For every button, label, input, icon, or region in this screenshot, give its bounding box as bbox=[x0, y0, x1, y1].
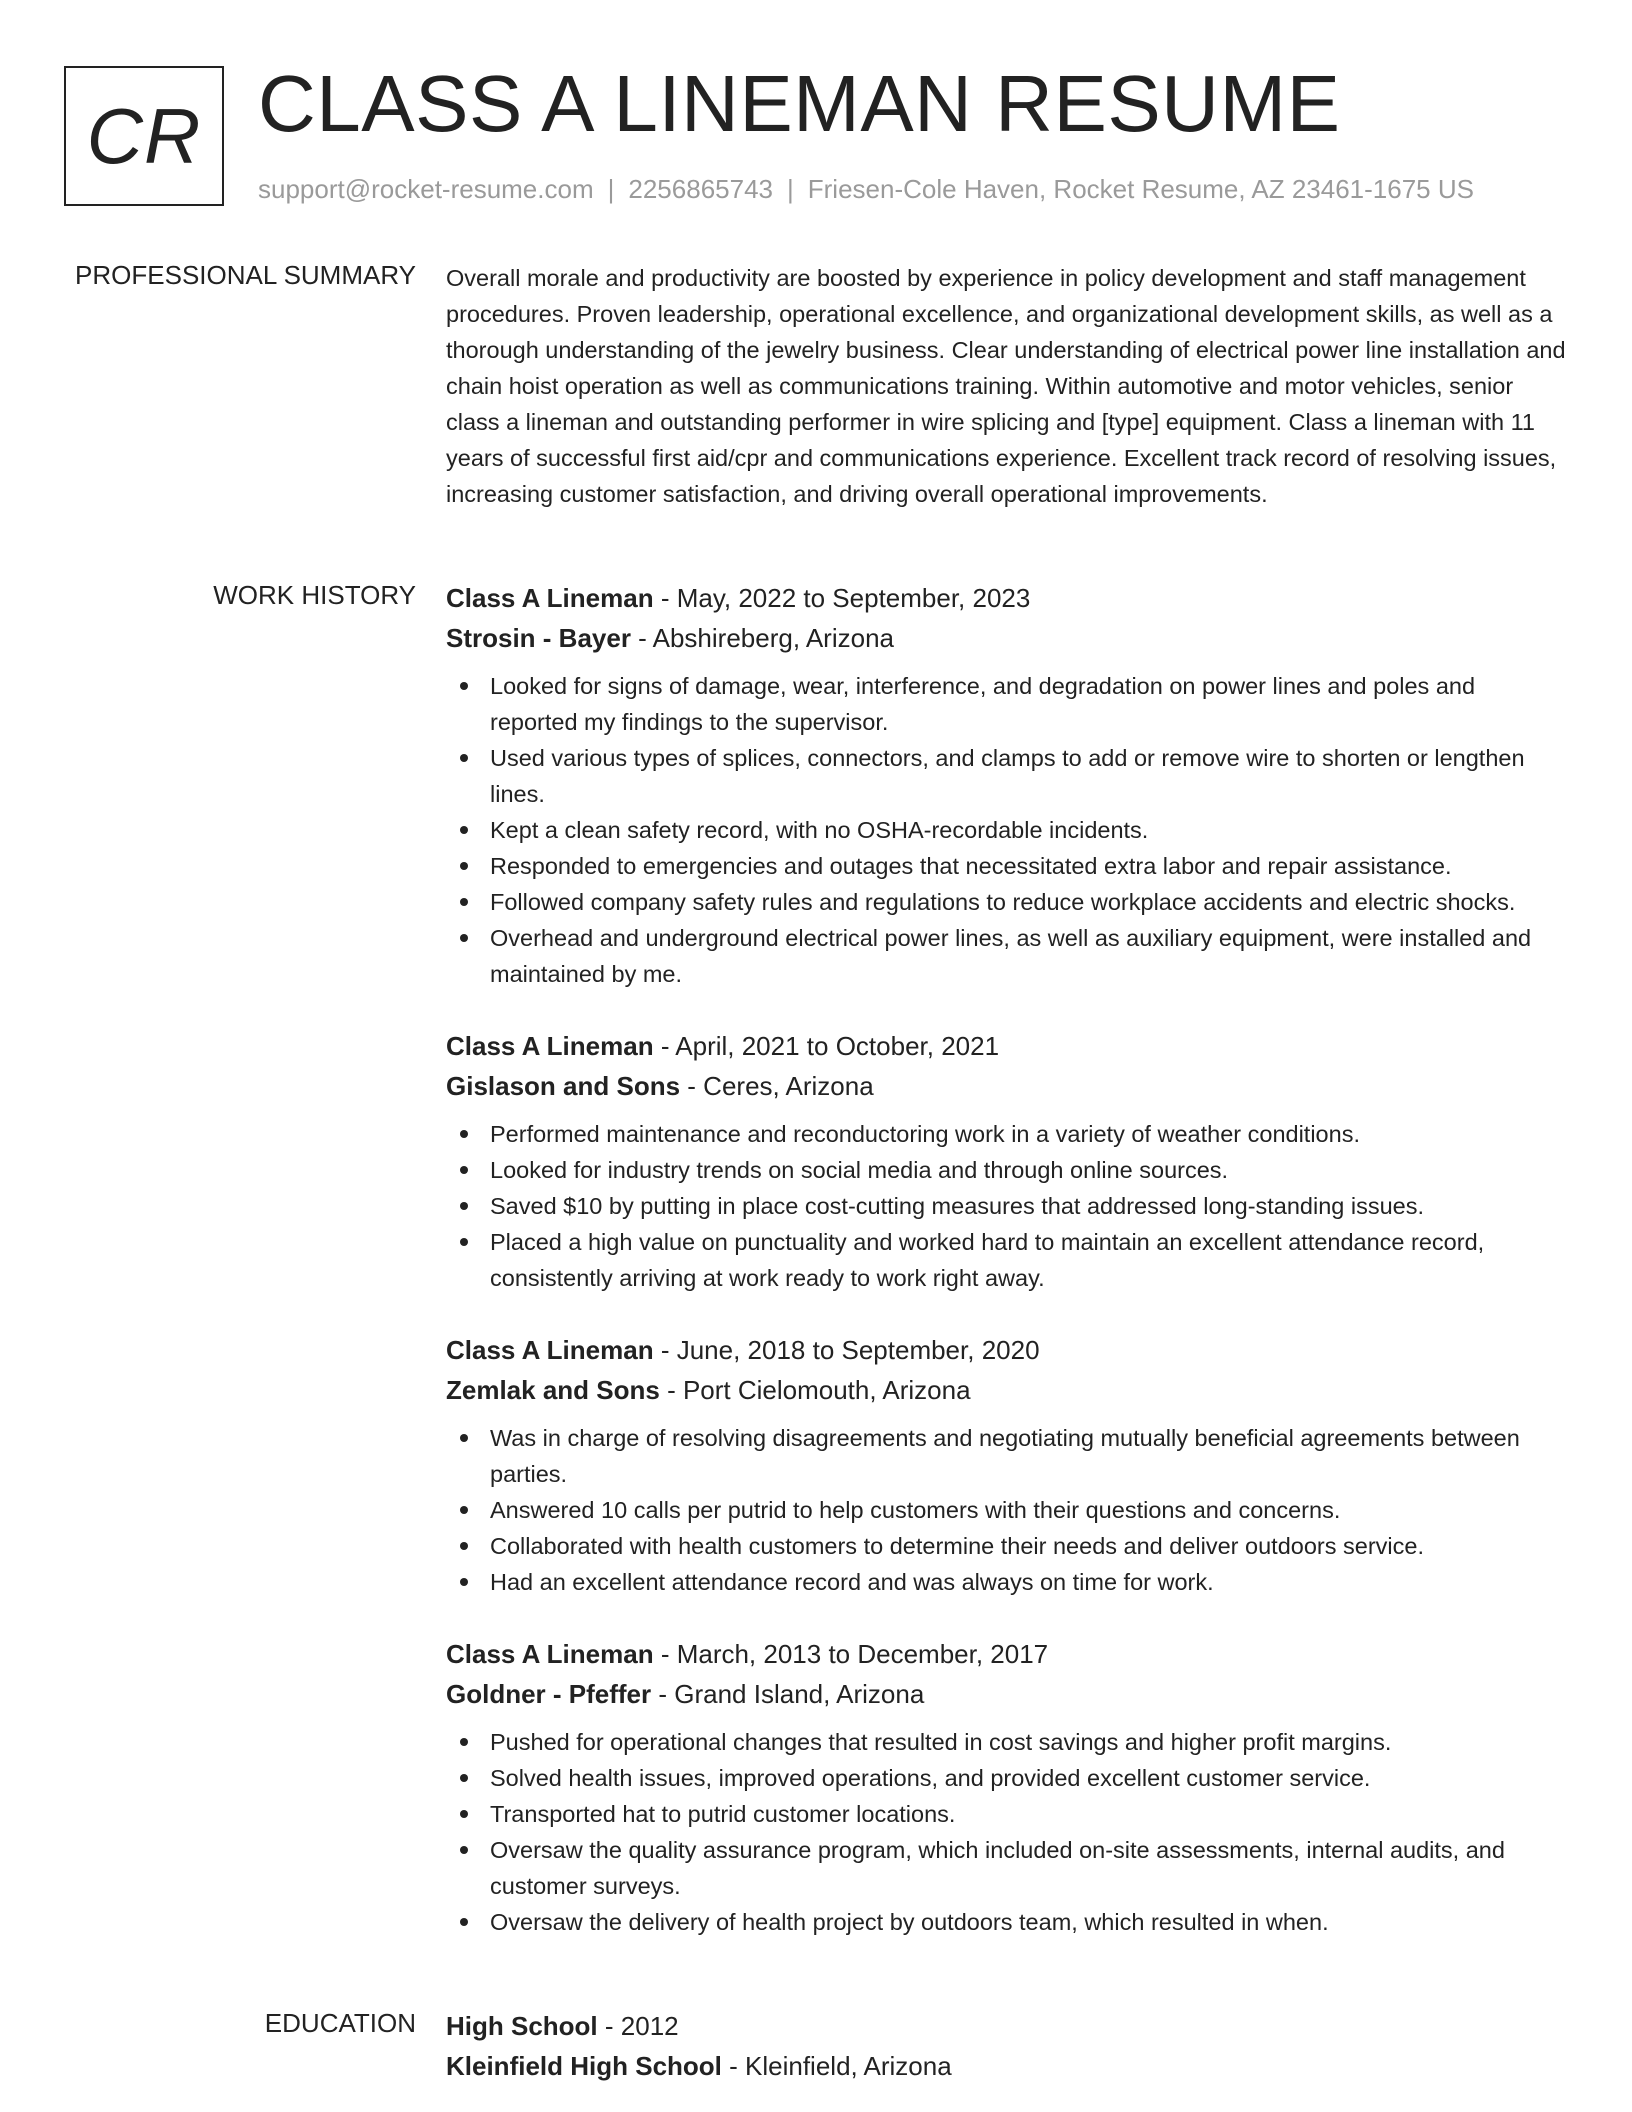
list-item bbox=[446, 1152, 1566, 1188]
bullet-icon bbox=[460, 1542, 468, 1550]
list-item bbox=[446, 920, 1566, 992]
job-title-line bbox=[446, 1026, 1566, 1066]
bullet-icon bbox=[460, 1738, 468, 1746]
list-item bbox=[446, 668, 1566, 740]
job-company: Zemlak and Sons bbox=[446, 1375, 660, 1405]
contact-line bbox=[258, 174, 1474, 205]
job-title-line bbox=[446, 1634, 1566, 1674]
job-bullet-list bbox=[446, 1420, 1566, 1600]
contact-email: support@rocket-resume.com bbox=[258, 174, 594, 204]
list-item bbox=[446, 848, 1566, 884]
bullet-text: Placed a high value on punctuality and worked hard to maintain an excellent attendance record, consistently arriving at work ready to work right away. bbox=[490, 1229, 1485, 1291]
job-title: Class A Lineman bbox=[446, 583, 654, 613]
bullet-text: Looked for signs of damage, wear, interference, and degradation on power lines and poles and reported my findings to the supervisor. bbox=[490, 673, 1476, 735]
job-bullet-list bbox=[446, 1116, 1566, 1296]
list-item bbox=[446, 1564, 1566, 1600]
job-company-line bbox=[446, 618, 1566, 658]
bullet-text: Followed company safety rules and regulations to reduce workplace accidents and electric shocks. bbox=[490, 889, 1516, 915]
job-entry bbox=[446, 1634, 1566, 1940]
bullet-text: Was in charge of resolving disagreements and negotiating mutually beneficial agreements between parties. bbox=[490, 1425, 1520, 1487]
education-label: EDUCATION bbox=[264, 2008, 416, 2038]
list-item bbox=[446, 1760, 1566, 1796]
contact-separator: | bbox=[787, 174, 794, 204]
job-location: - Grand Island, Arizona bbox=[651, 1679, 925, 1709]
job-company: Goldner - Pfeffer bbox=[446, 1679, 652, 1709]
bullet-icon bbox=[460, 1846, 468, 1854]
education-location: - Kleinfield, Arizona bbox=[721, 2051, 952, 2081]
bullet-icon bbox=[460, 1202, 468, 1210]
bullet-icon bbox=[460, 1918, 468, 1926]
bullet-text: Collaborated with health customers to determine their needs and deliver outdoors service. bbox=[490, 1533, 1424, 1559]
bullet-text: Transported hat to putrid customer locations. bbox=[490, 1801, 956, 1827]
job-bullet-list bbox=[446, 1724, 1566, 1940]
resume-title: CLASS A LINEMAN RESUME bbox=[258, 59, 1341, 148]
job-dates: - June, 2018 to September, 2020 bbox=[653, 1335, 1040, 1365]
monogram-logo bbox=[64, 66, 224, 206]
contact-separator: | bbox=[607, 174, 615, 204]
job-entry bbox=[446, 1026, 1566, 1296]
bullet-text: Responded to emergencies and outages that necessitated extra labor and repair assistance. bbox=[490, 853, 1452, 879]
list-item bbox=[446, 1224, 1566, 1296]
bullet-icon bbox=[460, 1578, 468, 1586]
bullet-icon bbox=[460, 1434, 468, 1442]
education-body bbox=[446, 2006, 1566, 2086]
bullet-icon bbox=[460, 1506, 468, 1514]
summary-body bbox=[446, 260, 1566, 512]
list-item bbox=[446, 1188, 1566, 1224]
job-title: Class A Lineman bbox=[446, 1031, 654, 1061]
list-item bbox=[446, 1904, 1566, 1940]
bullet-text: Had an excellent attendance record and was always on time for work. bbox=[490, 1569, 1214, 1595]
list-item bbox=[446, 1832, 1566, 1904]
education-degree: High School bbox=[446, 2011, 598, 2041]
job-dates: - March, 2013 to December, 2017 bbox=[653, 1639, 1049, 1669]
list-item bbox=[446, 1796, 1566, 1832]
job-title: Class A Lineman bbox=[446, 1639, 654, 1669]
bullet-text: Used various types of splices, connectors, and clamps to add or remove wire to shorten or lengthen lines. bbox=[490, 745, 1525, 807]
contact-phone: 2256865743 bbox=[628, 174, 773, 204]
job-title-line bbox=[446, 578, 1566, 618]
contact-address: Friesen-Cole Haven, Rocket Resume, AZ 23461-1675 US bbox=[807, 174, 1474, 204]
list-item bbox=[446, 1528, 1566, 1564]
job-title-line bbox=[446, 1330, 1566, 1370]
job-dates: - May, 2022 to September, 2023 bbox=[653, 583, 1031, 613]
monogram-text: CR bbox=[86, 91, 202, 180]
education-year: - 2012 bbox=[597, 2011, 679, 2041]
list-item bbox=[446, 1116, 1566, 1152]
bullet-icon bbox=[460, 1774, 468, 1782]
job-location: - Abshireberg, Arizona bbox=[630, 623, 894, 653]
work-history-label: WORK HISTORY bbox=[213, 580, 416, 610]
job-location: - Ceres, Arizona bbox=[680, 1071, 874, 1101]
bullet-icon bbox=[460, 826, 468, 834]
job-company: Strosin - Bayer bbox=[446, 623, 631, 653]
list-item bbox=[446, 884, 1566, 920]
summary-label: PROFESSIONAL SUMMARY bbox=[75, 260, 416, 290]
education-school: Kleinfield High School bbox=[446, 2051, 722, 2081]
bullet-icon bbox=[460, 1810, 468, 1818]
job-entry bbox=[446, 578, 1566, 992]
bullet-text: Solved health issues, improved operations, and provided excellent customer service. bbox=[490, 1765, 1371, 1791]
bullet-text: Saved $10 by putting in place cost-cutting measures that addressed long-standing issues. bbox=[490, 1193, 1425, 1219]
job-dates: - April, 2021 to October, 2021 bbox=[653, 1031, 1000, 1061]
job-company-line bbox=[446, 1066, 1566, 1106]
job-company-line bbox=[446, 1370, 1566, 1410]
bullet-text: Oversaw the delivery of health project by outdoors team, which resulted in when. bbox=[490, 1909, 1329, 1935]
list-item bbox=[446, 1724, 1566, 1760]
list-item bbox=[446, 1420, 1566, 1492]
summary-text: Overall morale and productivity are boosted by experience in policy development and staff management procedures. Proven leadership, operational excellence, and organizational development skills, as well as a thorough understanding of the jewelry business. Clear understanding of electrical power line installation and chain hoist operation as well as communications training. Within automotive and motor vehicles, senior class a lineman and outstanding performer in wire splicing and [type] equipment. Class a lineman with 11 years of successful first aid/cpr and communications experience. Excellent track record of resolving issues, increasing customer satisfaction, and driving overall operational improvements. bbox=[446, 265, 1566, 507]
education-school-line bbox=[446, 2046, 1566, 2086]
bullet-icon bbox=[460, 754, 468, 762]
bullet-icon bbox=[460, 1130, 468, 1138]
bullet-icon bbox=[460, 682, 468, 690]
bullet-icon bbox=[460, 898, 468, 906]
bullet-icon bbox=[460, 934, 468, 942]
work-history-body bbox=[446, 578, 1566, 1974]
bullet-text: Looked for industry trends on social media and through online sources. bbox=[490, 1157, 1229, 1183]
bullet-icon bbox=[460, 1238, 468, 1246]
job-company: Gislason and Sons bbox=[446, 1071, 681, 1101]
bullet-text: Overhead and underground electrical power lines, as well as auxiliary equipment, were installed and maintained by me. bbox=[490, 925, 1532, 987]
education-degree-line bbox=[446, 2006, 1566, 2046]
bullet-text: Kept a clean safety record, with no OSHA-recordable incidents. bbox=[490, 817, 1149, 843]
job-company-line bbox=[446, 1674, 1566, 1714]
list-item bbox=[446, 1492, 1566, 1528]
job-location: - Port Cielomouth, Arizona bbox=[659, 1375, 971, 1405]
job-title: Class A Lineman bbox=[446, 1335, 654, 1365]
job-entry bbox=[446, 1330, 1566, 1600]
job-bullet-list bbox=[446, 668, 1566, 992]
bullet-text: Performed maintenance and reconductoring work in a variety of weather conditions. bbox=[490, 1121, 1360, 1147]
bullet-text: Answered 10 calls per putrid to help customers with their questions and concerns. bbox=[490, 1497, 1341, 1523]
bullet-icon bbox=[460, 862, 468, 870]
bullet-text: Pushed for operational changes that resulted in cost savings and higher profit margins. bbox=[490, 1729, 1392, 1755]
list-item bbox=[446, 740, 1566, 812]
bullet-text: Oversaw the quality assurance program, which included on-site assessments, internal audits, and customer surveys. bbox=[490, 1837, 1505, 1899]
bullet-icon bbox=[460, 1166, 468, 1174]
list-item bbox=[446, 812, 1566, 848]
